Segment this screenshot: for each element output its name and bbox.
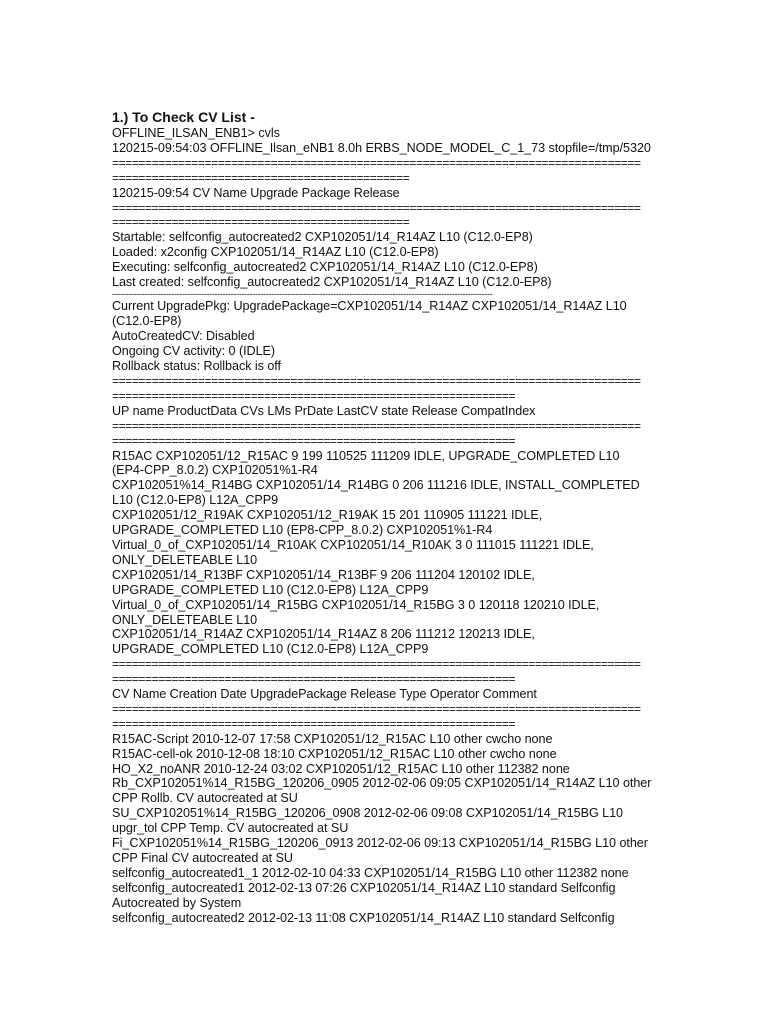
separator-rule: ================================================================================	[112, 701, 641, 716]
text-line: selfconfig_autocreated1_1 2012-02-10 04:33 CXP102051/14_R15BG L10 other 112382 none	[112, 865, 629, 880]
text-line: Autocreated by System	[112, 895, 242, 910]
text-line: HO_X2_noANR 2010-12-24 03:02 CXP102051/12_R15AC L10 other 112382 none	[112, 761, 570, 776]
text-line: ONLY_DELETEABLE L10	[112, 612, 258, 627]
document-body	[112, 126, 657, 926]
text-line: Virtual_0_of_CXP102051/14_R15BG CXP102051/14_R15BG 3 0 120118 120210 IDLE,	[112, 597, 600, 612]
text-line: L10 (C12.0-EP8) L12A_CPP9	[112, 493, 279, 508]
separator-rule: =============================================	[112, 170, 410, 185]
text-line: Fi_CXP102051%14_R15BG_120206_0913 2012-02-06 09:13 CXP102051/14_R15BG L10 other	[112, 836, 648, 851]
text-line: CXP102051/12_R19AK CXP102051/12_R19AK 15 201 110905 111221 IDLE,	[112, 508, 543, 523]
text-line: ONLY_DELETEABLE L10	[112, 552, 258, 567]
text-line: Current UpgradePkg: UpgradePackage=CXP102051/14_R14AZ CXP102051/14_R14AZ L10	[112, 299, 627, 314]
text-line: selfconfig_autocreated1 2012-02-13 07:26 CXP102051/14_R14AZ L10 standard Selfconfig	[112, 880, 616, 895]
text-line: UPGRADE_COMPLETED L10 (EP8-CPP_8.0.2) CXP102051%1-R4	[112, 523, 493, 538]
text-line: Rb_CXP102051%14_R15BG_120206_0905 2012-02-06 09:05 CXP102051/14_R14AZ L10 other	[112, 776, 652, 791]
separator-rule: =============================================================	[112, 672, 516, 687]
separator-rule: =============================================================	[112, 433, 516, 448]
separator-rule: ================================================================================	[112, 418, 641, 433]
text-line: CPP Rollb. CV autocreated at SU	[112, 791, 298, 806]
text-line: 120215-09:54:03 OFFLINE_Ilsan_eNB1 8.0h ERBS_NODE_MODEL_C_1_73 stopfile=/tmp/5320	[112, 140, 651, 155]
dashed-separator: ---------------------------------------------------------------------------------------------------------------------------------------------	[112, 289, 493, 299]
text-line: UPGRADE_COMPLETED L10 (C12.0-EP8) L12A_CPP9	[112, 582, 429, 597]
separator-rule: =============================================	[112, 215, 410, 230]
separator-rule: =============================================================	[112, 388, 516, 403]
text-line: selfconfig_autocreated2 2012-02-13 11:08 CXP102051/14_R14AZ L10 standard Selfconfig	[112, 910, 615, 925]
text-line: CXP102051%14_R14BG CXP102051/14_R14BG 0 206 111216 IDLE, INSTALL_COMPLETED	[112, 478, 640, 493]
separator-rule: ================================================================================	[112, 374, 641, 388]
text-line: CXP102051/14_R14AZ CXP102051/14_R14AZ 8 206 111212 120213 IDLE,	[112, 627, 535, 642]
text-line: CXP102051/14_R13BF CXP102051/14_R13BF 9 206 111204 120102 IDLE,	[112, 567, 535, 582]
separator-rule: ================================================================================	[112, 155, 641, 170]
text-line: Virtual_0_of_CXP102051/14_R10AK CXP102051/14_R10AK 3 0 111015 111221 IDLE,	[112, 537, 594, 552]
text-line: Ongoing CV activity: 0 (IDLE)	[112, 344, 276, 359]
text-line: Loaded: x2config CXP102051/14_R14AZ L10 (C12.0-EP8)	[112, 245, 439, 260]
text-line: R15AC-Script 2010-12-07 17:58 CXP102051/12_R15AC L10 other cwcho none	[112, 731, 553, 746]
text-line: (EP4-CPP_8.0.2) CXP102051%1-R4	[112, 463, 318, 478]
text-line: Startable: selfconfig_autocreated2 CXP102051/14_R14AZ L10 (C12.0-EP8)	[112, 230, 533, 245]
text-line: CV Name Creation Date UpgradePackage Release Type Operator Comment	[112, 687, 537, 702]
text-line: UP name ProductData CVs LMs PrDate LastCV state Release CompatIndex	[112, 403, 536, 418]
text-line: R15AC CXP102051/12_R15AC 9 199 110525 111209 IDLE, UPGRADE_COMPLETED L10	[112, 448, 620, 463]
text-line: 120215-09:54 CV Name Upgrade Package Release	[112, 185, 400, 200]
separator-rule: =============================================================	[112, 716, 516, 731]
text-line: Rollback status: Rollback is off	[112, 359, 281, 374]
document-page	[112, 108, 657, 926]
text-line: SU_CXP102051%14_R15BG_120206_0908 2012-02-06 09:08 CXP102051/14_R15BG L10	[112, 806, 623, 821]
text-line: upgr_tol CPP Temp. CV autocreated at SU	[112, 821, 349, 836]
separator-rule: ================================================================================	[112, 200, 641, 215]
text-line: (C12.0-EP8)	[112, 314, 182, 329]
section-heading: 1.) To Check CV List -	[112, 109, 255, 125]
text-line: CPP Final CV autocreated at SU	[112, 851, 293, 865]
text-line: R15AC-cell-ok 2010-12-08 18:10 CXP102051/12_R15AC L10 other cwcho none	[112, 746, 557, 761]
text-line: UPGRADE_COMPLETED L10 (C12.0-EP8) L12A_CPP9	[112, 642, 429, 657]
text-line: Last created: selfconfig_autocreated2 CXP102051/14_R14AZ L10 (C12.0-EP8)	[112, 275, 552, 290]
text-line: Executing: selfconfig_autocreated2 CXP102051/14_R14AZ L10 (C12.0-EP8)	[112, 260, 538, 275]
text-line: OFFLINE_ILSAN_ENB1> cvls	[112, 126, 280, 140]
separator-rule: ================================================================================	[112, 657, 641, 672]
text-line: AutoCreatedCV: Disabled	[112, 329, 255, 344]
